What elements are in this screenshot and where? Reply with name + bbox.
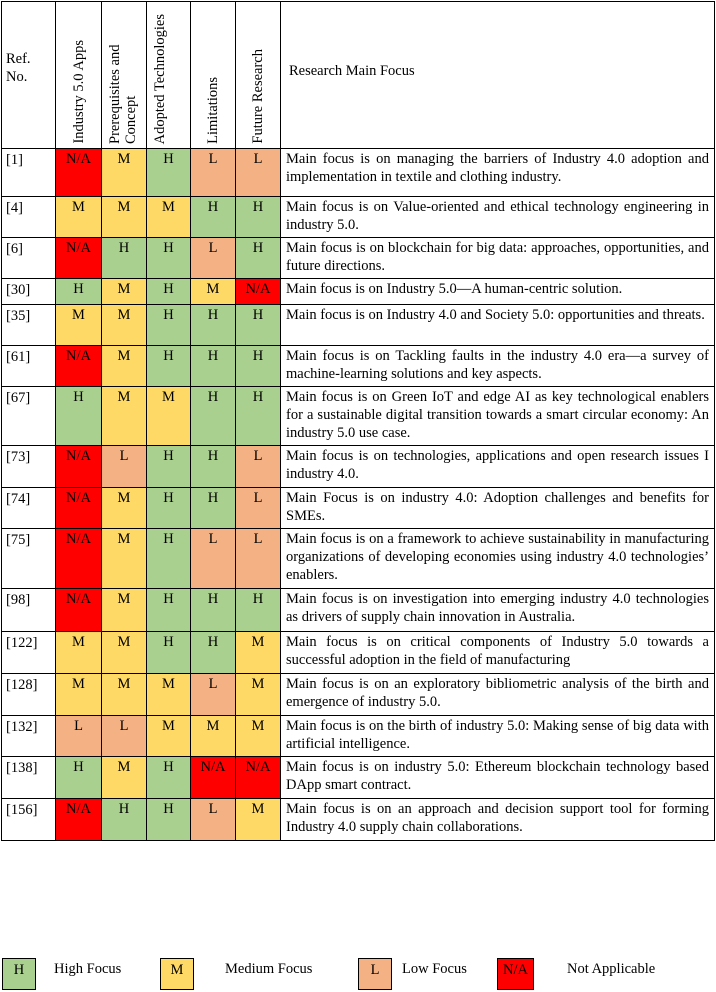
future-rating-cell: H: [236, 197, 281, 238]
legend: [0, 958, 716, 992]
tech-rating-cell: H: [147, 149, 191, 197]
limits-rating-cell: L: [191, 529, 236, 589]
tech-rating-cell: H: [147, 757, 191, 799]
focus-description-cell: Main focus is on the birth of industry 5.0: Making sense of big data with artificial intelligence.: [281, 716, 715, 757]
prereq-rating-cell: M: [102, 589, 147, 632]
future-rating-cell: N/A: [236, 279, 281, 305]
table-row: [2, 632, 715, 674]
ref-cell: [35]: [2, 305, 56, 346]
tech-rating-cell: H: [147, 589, 191, 632]
apps-rating-cell: H: [56, 387, 102, 446]
ref-cell: [61]: [2, 346, 56, 387]
future-rating-cell: M: [236, 632, 281, 674]
focus-description-cell: Main Focus is on industry 4.0: Adoption challenges and benefits for SMEs.: [281, 488, 715, 529]
future-rating-cell: H: [236, 346, 281, 387]
tech-rating-cell: H: [147, 346, 191, 387]
prereq-rating-cell: M: [102, 149, 147, 197]
table-row: [2, 446, 715, 488]
focus-description-cell: Main focus is on investigation into emerging industry 4.0 technologies as drivers of supply chain innovation in Australia.: [281, 589, 715, 632]
prereq-rating-cell: M: [102, 387, 147, 446]
table-row: [2, 529, 715, 589]
focus-description-cell: Main focus is on an exploratory bibliometric analysis of the birth and emergence of industry 5.0.: [281, 674, 715, 716]
tech-rating-cell: H: [147, 238, 191, 279]
legend-low-swatch: L: [358, 958, 392, 990]
legend-na-swatch: N/A: [497, 958, 534, 990]
header-adopted-technologies: Adopted Technologies: [147, 2, 191, 149]
prereq-rating-cell: M: [102, 279, 147, 305]
apps-rating-cell: H: [56, 757, 102, 799]
tech-rating-cell: M: [147, 387, 191, 446]
legend-medium-swatch: M: [160, 958, 194, 990]
ref-cell: [1]: [2, 149, 56, 197]
prereq-rating-cell: L: [102, 446, 147, 488]
apps-rating-cell: H: [56, 279, 102, 305]
limits-rating-cell: H: [191, 305, 236, 346]
header-ref-no: Ref. No.: [2, 2, 56, 149]
table-row: [2, 387, 715, 446]
apps-rating-cell: N/A: [56, 149, 102, 197]
limits-rating-cell: N/A: [191, 757, 236, 799]
legend-high-label: High Focus: [54, 961, 122, 977]
limits-rating-cell: H: [191, 197, 236, 238]
table-row: [2, 589, 715, 632]
header-industry-apps: Industry 5.0 Apps: [56, 2, 102, 149]
ref-cell: [74]: [2, 488, 56, 529]
future-rating-cell: N/A: [236, 757, 281, 799]
limits-rating-cell: M: [191, 716, 236, 757]
focus-description-cell: Main focus is on a framework to achieve sustainability in manufacturing organizations of developing economies using industry 4.0 technologies’ enablers.: [281, 529, 715, 589]
apps-rating-cell: M: [56, 305, 102, 346]
limits-rating-cell: L: [191, 674, 236, 716]
future-rating-cell: L: [236, 529, 281, 589]
future-rating-cell: L: [236, 488, 281, 529]
ref-cell: [132]: [2, 716, 56, 757]
ref-cell: [98]: [2, 589, 56, 632]
tech-rating-cell: H: [147, 529, 191, 589]
future-rating-cell: M: [236, 716, 281, 757]
apps-rating-cell: N/A: [56, 799, 102, 841]
prereq-rating-cell: M: [102, 488, 147, 529]
limits-rating-cell: H: [191, 446, 236, 488]
future-rating-cell: H: [236, 305, 281, 346]
legend-low-label: Low Focus: [402, 961, 467, 977]
focus-description-cell: Main focus is on Value-oriented and ethical technology engineering in industry 5.0.: [281, 197, 715, 238]
focus-description-cell: Main focus is on critical components of Industry 5.0 towards a successful adoption in the field of manufacturing: [281, 632, 715, 674]
table-row: [2, 197, 715, 238]
focus-description-cell: Main focus is on Industry 5.0—A human-centric solution.: [281, 279, 715, 305]
prereq-rating-cell: L: [102, 716, 147, 757]
header-future-research: Future Research: [236, 2, 281, 149]
limits-rating-cell: H: [191, 589, 236, 632]
table-row: [2, 305, 715, 346]
tech-rating-cell: M: [147, 674, 191, 716]
prereq-rating-cell: M: [102, 632, 147, 674]
apps-rating-cell: N/A: [56, 488, 102, 529]
prereq-rating-cell: M: [102, 529, 147, 589]
apps-rating-cell: L: [56, 716, 102, 757]
focus-description-cell: Main focus is on technologies, applications and open research issues I industry 4.0.: [281, 446, 715, 488]
focus-description-cell: Main focus is on Green IoT and edge AI as key technological enablers for a sustainable digital transition towards a smart circular economy: An industry 5.0 use case.: [281, 387, 715, 446]
focus-description-cell: Main focus is on Tackling faults in the industry 4.0 era—a survey of machine-learning solutions and key aspects.: [281, 346, 715, 387]
ref-cell: [75]: [2, 529, 56, 589]
tech-rating-cell: H: [147, 799, 191, 841]
future-rating-cell: L: [236, 446, 281, 488]
table-row: [2, 149, 715, 197]
focus-description-cell: Main focus is on industry 5.0: Ethereum blockchain technology based DApp smart contract.: [281, 757, 715, 799]
table-row: [2, 346, 715, 387]
apps-rating-cell: N/A: [56, 446, 102, 488]
ref-cell: [122]: [2, 632, 56, 674]
research-focus-table: [1, 1, 715, 841]
apps-rating-cell: M: [56, 674, 102, 716]
ref-cell: [73]: [2, 446, 56, 488]
prereq-rating-cell: H: [102, 238, 147, 279]
apps-rating-cell: N/A: [56, 589, 102, 632]
header-research-main-focus: Research Main Focus: [281, 2, 715, 149]
limits-rating-cell: L: [191, 149, 236, 197]
apps-rating-cell: N/A: [56, 346, 102, 387]
limits-rating-cell: M: [191, 279, 236, 305]
prereq-rating-cell: M: [102, 674, 147, 716]
tech-rating-cell: H: [147, 279, 191, 305]
limits-rating-cell: L: [191, 238, 236, 279]
table-header-row: [2, 2, 715, 149]
table-row: [2, 799, 715, 841]
limits-rating-cell: L: [191, 799, 236, 841]
future-rating-cell: L: [236, 149, 281, 197]
apps-rating-cell: M: [56, 197, 102, 238]
limits-rating-cell: H: [191, 346, 236, 387]
limits-rating-cell: H: [191, 387, 236, 446]
apps-rating-cell: M: [56, 632, 102, 674]
ref-cell: [30]: [2, 279, 56, 305]
focus-description-cell: Main focus is on blockchain for big data: approaches, opportunities, and future directions.: [281, 238, 715, 279]
apps-rating-cell: N/A: [56, 238, 102, 279]
future-rating-cell: M: [236, 674, 281, 716]
table-row: [2, 238, 715, 279]
future-rating-cell: M: [236, 799, 281, 841]
ref-cell: [128]: [2, 674, 56, 716]
prereq-rating-cell: M: [102, 197, 147, 238]
legend-na-label: Not Applicable: [567, 961, 656, 977]
limits-rating-cell: H: [191, 632, 236, 674]
legend-medium-label: Medium Focus: [225, 961, 313, 977]
ref-cell: [67]: [2, 387, 56, 446]
prereq-rating-cell: H: [102, 799, 147, 841]
legend-high-swatch: H: [2, 958, 36, 990]
future-rating-cell: H: [236, 387, 281, 446]
tech-rating-cell: H: [147, 632, 191, 674]
ref-cell: [6]: [2, 238, 56, 279]
limits-rating-cell: H: [191, 488, 236, 529]
future-rating-cell: H: [236, 238, 281, 279]
apps-rating-cell: N/A: [56, 529, 102, 589]
ref-cell: [138]: [2, 757, 56, 799]
ref-cell: [4]: [2, 197, 56, 238]
future-rating-cell: H: [236, 589, 281, 632]
table-row: [2, 488, 715, 529]
header-limitations: Limitations: [191, 2, 236, 149]
prereq-rating-cell: M: [102, 757, 147, 799]
focus-description-cell: Main focus is on managing the barriers of Industry 4.0 adoption and implementation in textile and clothing industry.: [281, 149, 715, 197]
tech-rating-cell: H: [147, 446, 191, 488]
focus-description-cell: Main focus is on an approach and decision support tool for forming Industry 4.0 supply chain collaborations.: [281, 799, 715, 841]
focus-description-cell: Main focus is on Industry 4.0 and Society 5.0: opportunities and threats.: [281, 305, 715, 346]
table-row: [2, 674, 715, 716]
ref-cell: [156]: [2, 799, 56, 841]
header-prerequisites: Prerequisites and Concept: [102, 2, 147, 149]
table-row: [2, 757, 715, 799]
table-row: [2, 716, 715, 757]
table-row: [2, 279, 715, 305]
tech-rating-cell: H: [147, 305, 191, 346]
prereq-rating-cell: M: [102, 305, 147, 346]
prereq-rating-cell: M: [102, 346, 147, 387]
tech-rating-cell: M: [147, 716, 191, 757]
tech-rating-cell: M: [147, 197, 191, 238]
tech-rating-cell: H: [147, 488, 191, 529]
